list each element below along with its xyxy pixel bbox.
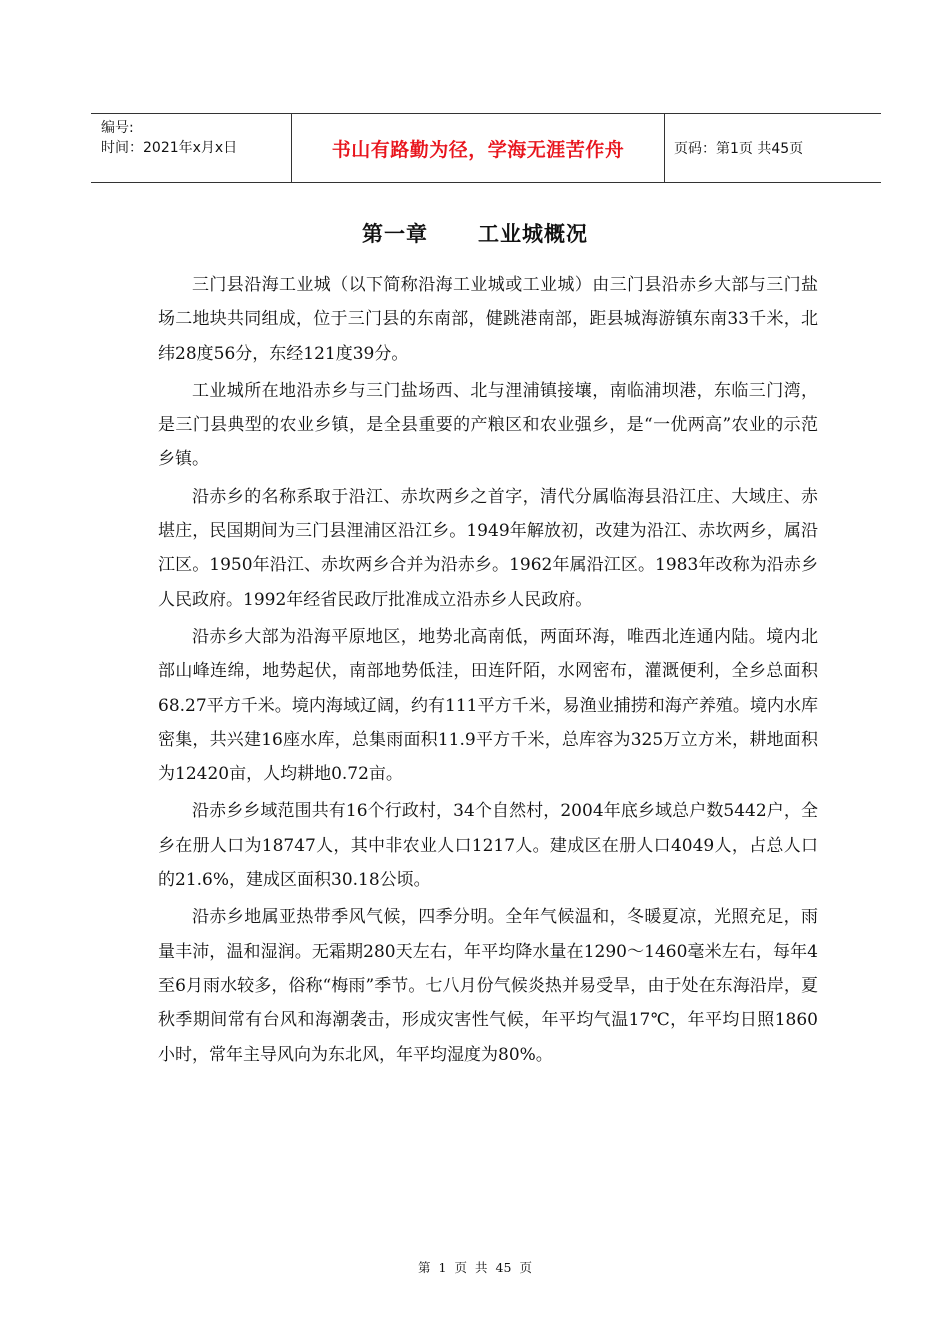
header-page-info: 页码：第1页 共45页 xyxy=(674,141,804,157)
paragraph: 沿赤乡的名称系取于沿江、赤坎两乡之首字，清代分属临海县沿江庄、大域庄、赤堪庄，民国期间为三门县浬浦区沿江乡。1949年解放初，改建为沿江、赤坎两乡，属沿江区。1950年沿江、赤坎两乡合并为沿赤乡。1962年属沿江区。1983年改称为沿赤乡人民政府。1992年经省民政厅批准成立沿赤乡人民政府。 xyxy=(158,486,818,610)
paragraph: 工业城所在地沿赤乡与三门盐场西、北与浬浦镇接壤，南临浦坝港，东临三门湾，是三门县典型的农业乡镇，是全县重要的产粮区和农业强乡，是“一优两高”农业的示范乡镇。 xyxy=(158,380,818,470)
paragraph: 三门县沿海工业城（以下简称沿海工业城或工业城）由三门县沿赤乡大部与三门盐场二地块共同组成，位于三门县的东南部，健跳港南部，距县城海游镇东南33千米，北纬28度56分，东经121度39分。 xyxy=(158,275,818,364)
footer-total-word: 共 xyxy=(475,1260,488,1275)
footer-page-number: 1 xyxy=(438,1260,447,1275)
serial-number-label: 编号: xyxy=(101,120,134,136)
document-body xyxy=(158,268,818,1075)
footer-page-unit: 页 xyxy=(454,1260,468,1275)
date-label: 时间：2021年x月x日 xyxy=(101,140,238,156)
header-meta xyxy=(91,114,292,182)
footer-total-number: 45 xyxy=(495,1260,512,1275)
paragraph: 沿赤乡大部为沿海平原地区，地势北高南低，两面环海，唯西北连通内陆。境内北部山峰连绵，地势起伏，南部地势低洼，田连阡陌，水网密布，灌溉便利，全乡总面积68.27平方千米。境内海域辽阔，约有111平方千米，易渔业捕捞和海产养殖。境内水库密集，共兴建16座水库，总集雨面积11.9平方千米，总库容为325万立方米，耕地面积为12420亩，人均耕地0.72亩。 xyxy=(158,626,818,785)
document-header xyxy=(91,113,881,183)
page-footer xyxy=(0,1258,950,1276)
paragraph: 沿赤乡乡域范围共有16个行政村，34个自然村，2004年底乡域总户数5442户，全乡在册人口为18747人，其中非农业人口1217人。建成区在册人口4049人，占总人口的21.6%，建成区面积30.18公顷。 xyxy=(158,801,818,891)
paragraph: 沿赤乡地属亚热带季风气候，四季分明。全年气候温和，冬暖夏凉，光照充足，雨量丰沛，温和湿润。无霜期280天左右，年平均降水量在1290～1460毫米左右，每年4至6月雨水较多，俗称“梅雨”季节。七八月份气候炎热并易受旱，由于处在东海沿岸，夏秋季期间常有台风和海潮袭击，形成灾害性气候，年平均气温17℃，年平均日照1860小时，常年主导风向为东北风，年平均湿度为80%。 xyxy=(158,907,818,1065)
chapter-heading xyxy=(0,218,950,248)
header-motto: 书山有路勤为径，学海无涯苦作舟 xyxy=(292,114,665,182)
chapter-number: 第一章 xyxy=(362,222,428,246)
footer-total-unit: 页 xyxy=(519,1260,532,1275)
footer-page-word: 第 xyxy=(418,1260,431,1275)
chapter-title: 工业城概况 xyxy=(478,222,588,246)
